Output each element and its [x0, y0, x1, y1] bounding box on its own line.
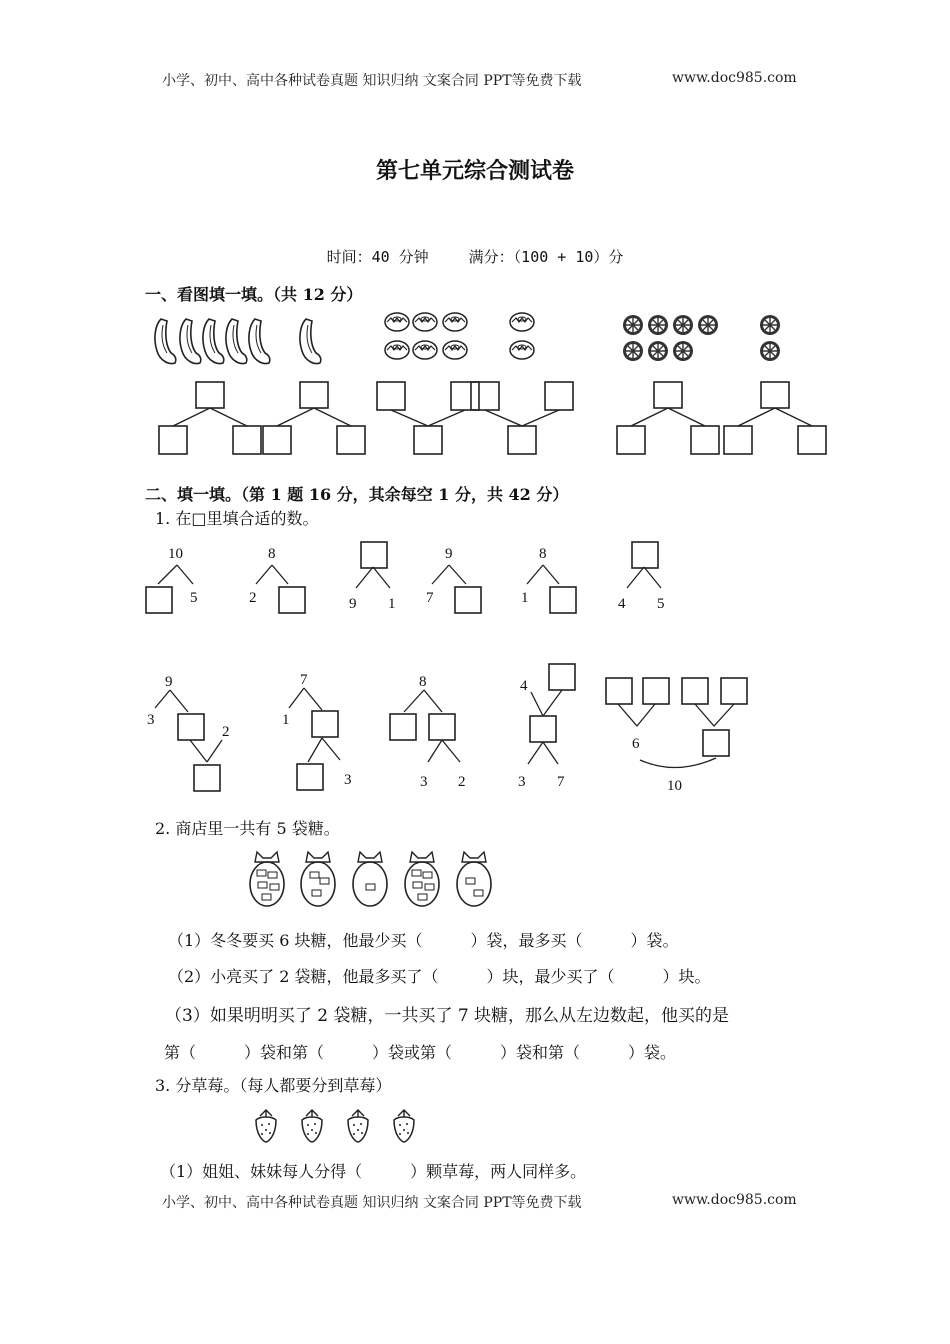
tree3-left: 9 [349, 596, 357, 612]
tree5-top: 8 [539, 546, 547, 562]
tree3-right: 1 [388, 596, 396, 612]
question-2-part-3b: 第（ ）袋和第（ ）袋或第（ ）袋和第（ ）袋。 [164, 1043, 677, 1062]
question-2-prompt: 2. 商店里一共有 5 袋糖。 [155, 819, 340, 838]
header-site: www.doc985.com [672, 70, 797, 86]
tree4-left: 7 [426, 590, 434, 606]
question-2-part-2: （2）小亮买了 2 袋糖，他最多买了（ ）块，最少买了（ ）块。 [168, 967, 711, 986]
tree10-left: 4 [520, 678, 528, 694]
tree6-left: 4 [618, 596, 626, 612]
tree8-top: 7 [300, 672, 308, 688]
tree4-top: 9 [445, 546, 453, 562]
strawberry-icon [394, 1110, 414, 1142]
tree1-right: 5 [190, 590, 198, 606]
header-text: 小学、初中、高中各种试卷真题 知识归纳 文案合同 PPT等免费下载 [162, 73, 582, 89]
tree10-b2: 7 [557, 774, 565, 790]
tree8-left: 1 [282, 712, 290, 728]
tree11-mid: 6 [632, 736, 640, 752]
tree11-bottom: 10 [667, 778, 682, 794]
tree5-left: 1 [521, 590, 529, 606]
tree7-top: 9 [165, 674, 173, 690]
strawberry-icon [302, 1110, 322, 1142]
tree6-right: 5 [657, 596, 665, 612]
exam-time: 时间：40 分钟 [326, 248, 429, 266]
exam-score: 满分：（100 + 10）分 [468, 248, 624, 266]
section1-heading: 一、看图填一填。（共 12 分） [145, 285, 363, 304]
tree9-left: 3 [420, 774, 428, 790]
question-2-part-3a: （3）如果明明买了 2 袋糖，一共买了 7 块糖，那么从左边数起，他买的是 [165, 1006, 730, 1026]
footer-site: www.doc985.com [672, 1192, 797, 1208]
strawberry-icon [348, 1110, 368, 1142]
tree7-left: 3 [147, 712, 155, 728]
strawberry-icon [256, 1110, 276, 1142]
question-3-prompt: 3. 分草莓。（每人都要分到草莓） [155, 1076, 392, 1095]
tree9-right: 2 [458, 774, 466, 790]
section2-heading: 二、填一填。（第 1 题 16 分，其余每空 1 分，共 42 分） [145, 485, 569, 504]
question-3-part-1: （1）姐姐、妹妹每人分得（ ）颗草莓，两人同样多。 [160, 1162, 587, 1181]
tree7-right: 2 [222, 724, 230, 740]
tree2-top: 8 [268, 546, 276, 562]
question-2-part-1: （1）冬冬要买 6 块糖，他最少买（ ）袋，最多买（ ）袋。 [168, 931, 679, 950]
tree10-b1: 3 [518, 774, 526, 790]
question-1-prompt: 1. 在□里填合适的数。 [155, 509, 319, 528]
tree9-top: 8 [419, 674, 427, 690]
footer-text: 小学、初中、高中各种试卷真题 知识归纳 文案合同 PPT等免费下载 [162, 1195, 582, 1211]
page-title: 第七单元综合测试卷 [375, 158, 574, 184]
tree2-left: 2 [249, 590, 257, 606]
tree1-top: 10 [168, 546, 183, 562]
tree8-right: 3 [344, 772, 352, 788]
